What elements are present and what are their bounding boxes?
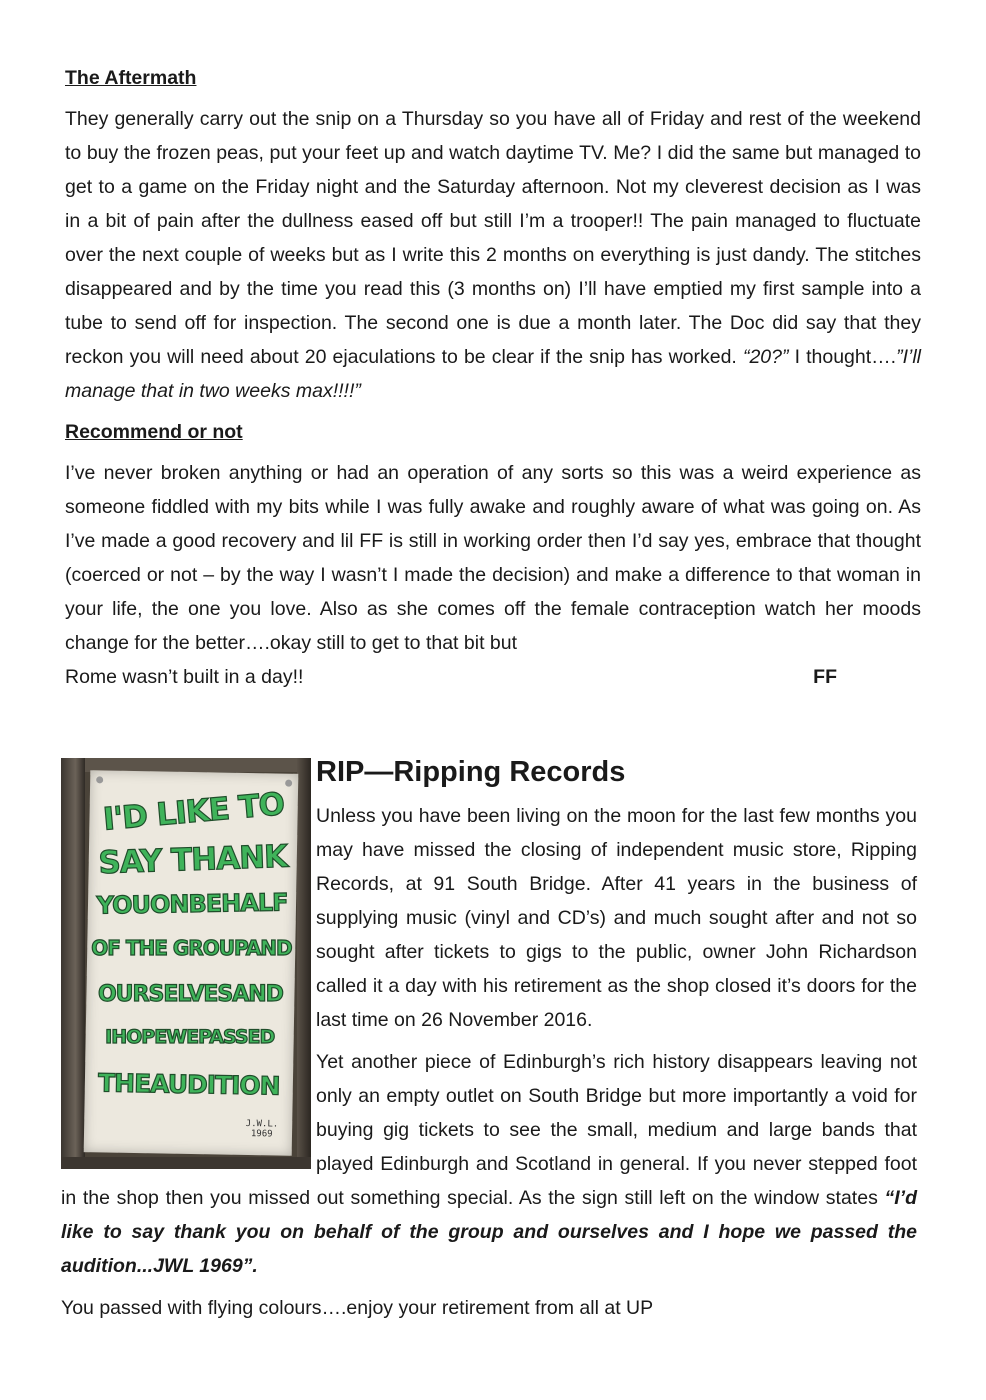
recommend-last-line: [65, 660, 921, 694]
poster-line: SAY THANK: [97, 838, 288, 882]
rip-closing: You passed with flying colours….enjoy your retirement from all at UP: [61, 1297, 654, 1319]
poster-line: IHOPEWEPASSED: [105, 1025, 275, 1048]
article-page: [65, 62, 921, 702]
poster-line: THEAUDITION: [97, 1068, 280, 1101]
photo-window-frame: [297, 758, 311, 1169]
rip-sign-quote: “I’d like to say thank you on behalf of the group and ourselves and I hope we passed the audition...JWL 1969”.: [61, 1187, 917, 1277]
aftermath-heading: The Aftermath: [65, 67, 197, 89]
aftermath-quote-two: ”I’ll manage that in two weeks max!!!!”: [65, 346, 921, 402]
aftermath-quote-one: “20?”: [742, 346, 789, 368]
poster-line: OURSELVESAND: [97, 981, 283, 1007]
poster-signature: [245, 1119, 278, 1140]
poster-line: YOUONBEHALF: [96, 888, 288, 920]
recommend-heading: Recommend or not: [65, 421, 243, 443]
rip-title: RIP—Ripping Records: [316, 756, 626, 788]
photo-window-frame: [61, 1157, 311, 1169]
aftermath-paragraph: [65, 102, 921, 408]
recommend-paragraph: [65, 456, 921, 660]
photo-window-frame: [61, 758, 85, 1169]
poster-line: OF THE GROUPAND: [91, 936, 292, 961]
poster-signature-initials: J.W.L.: [245, 1118, 279, 1130]
rip-section: [61, 757, 917, 1333]
rip-paragraph-two-body: Yet another piece of Edinburgh’s rich history disappears leaving not only an empty outlet on South Bridge but more importantly a void for buying gig tickets to see the small, medium and large bands that played Edinburgh and Scotland in general. If you never stepped foot in the shop then you missed out something special. As the sign still left on the window states: [61, 1051, 917, 1209]
handwritten-poster: [84, 770, 299, 1156]
aftermath-body-mid: I thought….: [788, 346, 897, 368]
recommend-body: I’ve never broken anything or had an operation of any sorts so this was a weird experience as someone fiddled with my bits while I was fully awake and roughly aware of what was going on. As I’ve made a good recovery and lil FF is still in working order then I’d say yes, embrace that thought (coerced or not – by the way I wasn’t I made the decision) and make a difference to that woman in your life, the one you love. Also as she comes off the female contraception watch her moods change for the better….okay still to get to that bit but: [65, 462, 921, 654]
recommend-last-line-text: Rome wasn’t built in a day!!: [65, 666, 304, 688]
aftermath-body-main: They generally carry out the snip on a Thursday so you have all of Friday and rest of the weekend to buy the frozen peas, put your feet up and watch daytime TV. Me? I did the same but managed to get to a game on the Friday night and the Saturday afternoon. Not my cleverest decision as I was in a bit of pain after the dullness eased off but still I’m a trooper!! The pain managed to fluctuate over the next couple of weeks but as I write this 2 months on everything is just dandy. The stitches disappeared and by the time you read this (3 months on) I’ll have emptied my first sample into a tube to send off for inspection. The second one is due a month later. The Doc did say that they reckon you will need about 20 ejaculations to be clear if the snip has worked.: [65, 108, 921, 368]
poster-signature-year: 1969: [250, 1129, 273, 1140]
shop-sign-photo: [61, 758, 311, 1169]
author-signature: FF: [813, 666, 837, 688]
pin-icon: [96, 776, 103, 783]
rip-paragraph-one: Unless you have been living on the moon for the last few months you may have missed the closing of independent music store, Ripping Records, at 91 South Bridge. After 41 years in the business of supplying music (vinyl and CD’s) and much sought after and not so sought after tickets to gigs to the public, owner John Richardson called it a day with his retirement as the shop closed it’s doors for the last time on 26 November 2016.: [316, 805, 917, 1031]
poster-line: I'D LIKE TO: [101, 786, 286, 838]
